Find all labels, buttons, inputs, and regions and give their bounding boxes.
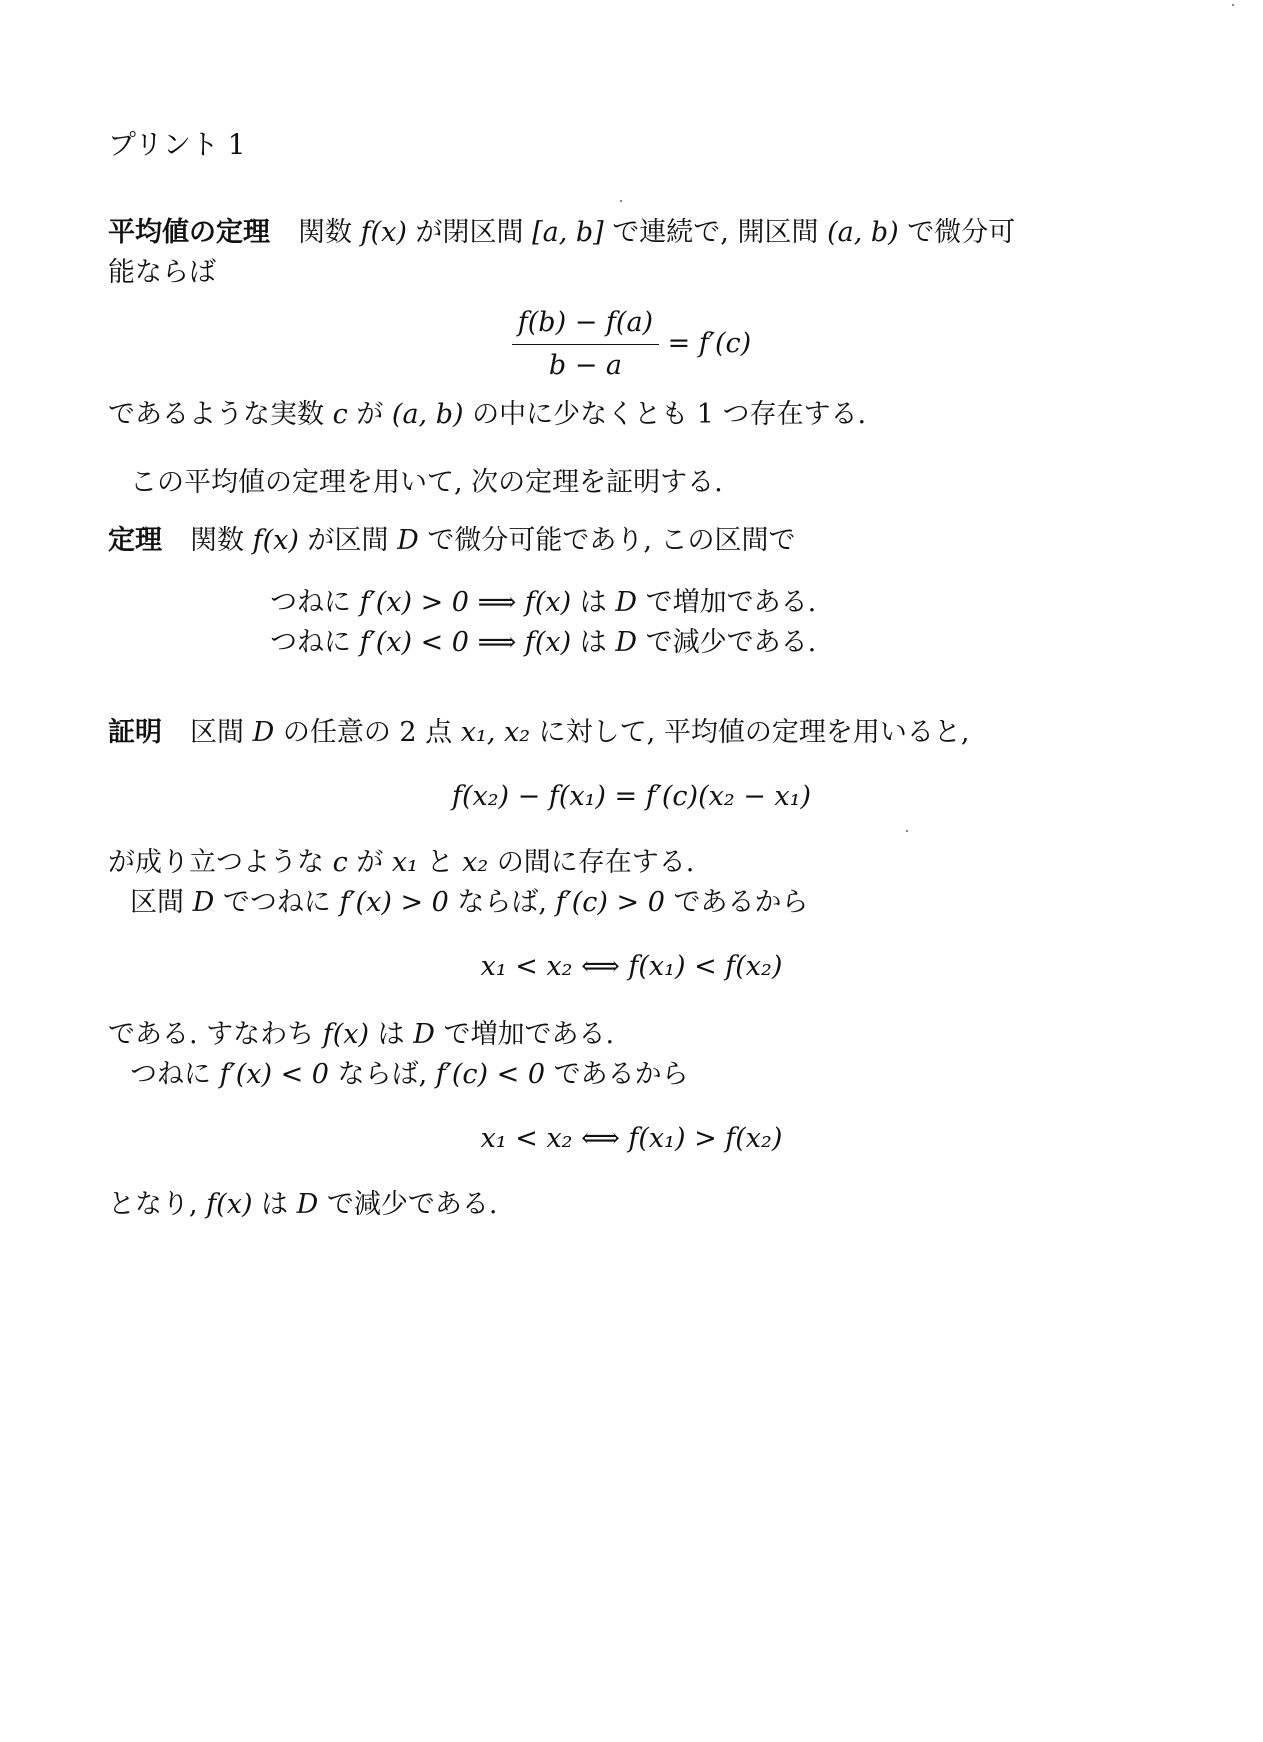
proof-text-5b: ならば,	[337, 1059, 428, 1090]
page-title: プリント 1	[108, 128, 246, 161]
theorem-text-c: で微分可能であり, この区間で	[427, 525, 796, 556]
mvt-text-1a: 関数	[298, 217, 352, 248]
mvt-line-2: 能ならば	[108, 257, 216, 288]
proof-text-4b: は	[377, 1019, 405, 1050]
mvt-line-3	[108, 398, 866, 432]
mvt-text-1d: で微分可	[907, 217, 1016, 248]
math-open-interval-2: (a, b)	[391, 399, 464, 430]
math-fpx-negative: f′(x) < 0	[219, 1059, 329, 1090]
mvt-text-3b: が	[356, 399, 384, 430]
mvt-fraction-rhs: = f′(c)	[667, 328, 752, 359]
case-1-arrow: ⟹	[477, 587, 517, 618]
math-D-3: D	[192, 887, 215, 918]
case-2-D: D	[615, 627, 638, 658]
math-D-4: D	[413, 1019, 435, 1050]
proof-text-3a: 区間	[130, 887, 184, 918]
math-fx-4: f(x)	[206, 1189, 253, 1220]
theorem-text-b: が区間	[307, 525, 389, 556]
proof-line-4	[108, 1018, 614, 1052]
proof-line-3	[130, 886, 808, 920]
math-x1: x₁	[391, 847, 418, 878]
case-2-fx: f(x)	[524, 627, 572, 658]
math-D: D	[397, 525, 419, 556]
mvt-text-3a: であるような実数	[108, 399, 324, 430]
mvt-heading: 平均値の定理	[108, 217, 270, 248]
proof-text-5a: つねに	[130, 1059, 211, 1090]
case-1-fx: f(x)	[524, 587, 572, 618]
math-closed-interval: [a, b]	[532, 217, 604, 248]
scan-speck	[906, 830, 908, 832]
theorem-text-a: 関数	[190, 525, 244, 556]
case-1-post: で増加である.	[645, 587, 817, 618]
case-2-condition: f′(x) < 0	[359, 627, 469, 658]
case-1-D: D	[615, 587, 638, 618]
proof-equation-2: x₁ < x₂ ⟺ f(x₁) < f(x₂)	[480, 951, 783, 982]
math-x2: x₂	[462, 847, 489, 878]
math-c-2: c	[332, 847, 348, 878]
proof-text-4a: である. すなわち	[108, 1019, 315, 1050]
math-fpc-positive: f′(c) > 0	[555, 887, 665, 918]
case-2-mid: は	[579, 627, 607, 658]
proof-text-6b: は	[261, 1189, 289, 1220]
math-D-2: D	[252, 717, 275, 748]
proof-text-2c: と	[426, 847, 454, 878]
math-fpx-positive: f′(x) > 0	[339, 887, 449, 918]
math-fx-2: f(x)	[252, 525, 299, 556]
mvt-text-1c: で連続で, 開区間	[612, 217, 819, 248]
mvt-text-3c: の中に少なくとも 1 つ存在する.	[472, 399, 867, 430]
intro-line: この平均値の定理を用いて, 次の定理を証明する.	[130, 467, 723, 498]
mvt-fraction-denominator: b − a	[548, 350, 623, 381]
proof-text-2a: が成り立つような	[108, 847, 324, 878]
theorem-case-2	[270, 626, 816, 660]
scan-speck	[1232, 4, 1234, 6]
case-2-arrow: ⟹	[477, 627, 517, 658]
math-D-5: D	[296, 1189, 319, 1220]
case-1-condition: f′(x) > 0	[359, 587, 469, 618]
case-2-post: で減少である.	[645, 627, 817, 658]
proof-text-1b: の任意の 2 点	[282, 717, 453, 748]
proof-text-1a: 区間	[190, 717, 244, 748]
math-fpc-negative: f′(c) < 0	[435, 1059, 546, 1090]
proof-equation-1: f(x₂) − f(x₁) = f′(c)(x₂ − x₁)	[451, 781, 812, 812]
proof-text-4c: で増加である.	[443, 1019, 615, 1050]
math-open-interval: (a, b)	[827, 217, 899, 248]
proof-text-2b: が	[356, 847, 384, 878]
mvt-line-1	[108, 216, 1015, 250]
proof-text-3c: ならば,	[457, 887, 548, 918]
theorem-line	[108, 524, 796, 558]
proof-text-1c: に対して, 平均値の定理を用いると,	[538, 717, 970, 748]
proof-line-6	[108, 1188, 498, 1222]
proof-heading: 証明	[108, 717, 162, 748]
proof-text-3d: であるから	[673, 887, 809, 918]
proof-text-5c: であるから	[553, 1059, 689, 1090]
mvt-fraction	[512, 306, 659, 383]
math-x1-x2: x₁, x₂	[460, 717, 531, 748]
case-1-mid: は	[579, 587, 607, 618]
math-c: c	[332, 399, 348, 430]
case-1-pre: つねに	[270, 587, 351, 618]
proof-text-6a: となり,	[108, 1189, 198, 1220]
proof-line-2	[108, 846, 694, 880]
mvt-fraction-numerator: f(b) − f(a)	[512, 306, 659, 345]
proof-text-3b: でつねに	[222, 887, 331, 918]
proof-text-2d: の間に存在する.	[496, 847, 695, 878]
mvt-text-1b: が閉区間	[415, 217, 524, 248]
proof-equation-3: x₁ < x₂ ⟺ f(x₁) > f(x₂)	[480, 1123, 783, 1154]
theorem-heading: 定理	[108, 525, 162, 556]
mvt-formula	[0, 306, 1263, 383]
math-fx: f(x)	[360, 217, 407, 248]
proof-line-5	[130, 1058, 689, 1092]
proof-text-6c: で減少である.	[326, 1189, 498, 1220]
math-fx-3: f(x)	[322, 1019, 370, 1050]
case-2-pre: つねに	[270, 627, 351, 658]
scan-speck	[620, 200, 622, 202]
theorem-case-1	[270, 586, 816, 620]
proof-line-1	[108, 716, 969, 750]
